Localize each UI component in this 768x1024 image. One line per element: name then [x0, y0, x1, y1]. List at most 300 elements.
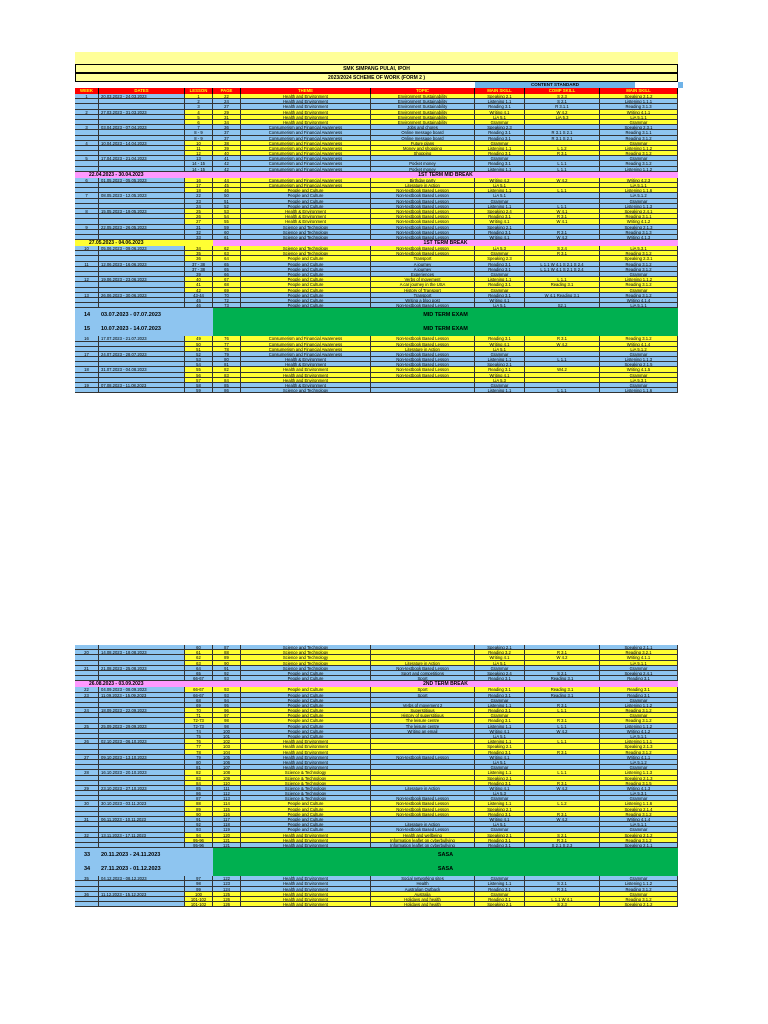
main-skill-cell: Reading 3.1: [475, 136, 525, 141]
comp-skill-cell: S2.1: [525, 303, 600, 308]
main-skill-2-cell: Reading 3.1.2: [600, 161, 678, 166]
theme-cell: Consumerism and Financial Awareness: [241, 183, 371, 188]
main-skill-2-cell: Writing 4.1.5: [600, 367, 678, 372]
dates-cell: 04.12.2023 - 08.12.2023: [99, 876, 185, 881]
main-skill-2-cell: Reading 3.1.2: [600, 812, 678, 817]
main-skill-2-cell: Speaking 2.3.1: [600, 125, 678, 130]
main-skill-2-cell: Reading 3.1.2: [600, 267, 678, 272]
dates-cell: [99, 388, 185, 393]
main-skill-2-cell: Speaking 2.1.2: [600, 94, 678, 99]
theme-cell: Health & Environment: [241, 219, 371, 224]
main-skill-2-cell: Reading 3.1.2: [600, 887, 678, 892]
theme-cell: Health and Environment: [241, 876, 371, 881]
week-cell: 7: [75, 193, 99, 198]
topic-cell: Non-textbook Based Lesson: [371, 199, 475, 204]
theme-cell: Health and Environment: [241, 110, 371, 115]
main-skill-2-cell: Listening 1.1.3: [600, 770, 678, 775]
theme-cell: People and Culture: [241, 817, 371, 822]
page-cell: 51: [213, 199, 241, 204]
main-skill-cell: Grammar: [475, 713, 525, 718]
theme-cell: Health and Environment: [241, 744, 371, 749]
main-skill-2-cell: Grammar: [600, 373, 678, 378]
main-skill-cell: LiA 5.1: [475, 661, 525, 666]
main-skill-2-cell: Reading 3.1.2: [600, 718, 678, 723]
theme-cell: People and Culture: [241, 807, 371, 812]
page-cell: 93: [213, 676, 241, 681]
lesson-cell: 59: [185, 388, 213, 393]
topic-cell: Health: [371, 881, 475, 886]
lesson-cell: 13: [185, 156, 213, 161]
main-skill-cell: Grammar: [475, 765, 525, 770]
main-skill-cell: Reading 3.1: [475, 693, 525, 698]
theme-cell: People and Culture: [241, 724, 371, 729]
main-skill-cell: Listening 1.1: [475, 724, 525, 729]
topic-cell: Holidays and health: [371, 902, 475, 907]
theme-cell: Health and Environment: [241, 833, 371, 838]
exam-label: MID TERM EXAM: [423, 312, 468, 319]
theme-cell: People and Culture: [241, 822, 371, 827]
main-skill-2-cell: Reading 3.1.3: [600, 104, 678, 109]
main-skill-2-cell: Speaking 2.4.1: [600, 209, 678, 214]
main-skill-cell: Listening 1.1: [475, 801, 525, 806]
main-skill-2-cell: Writing 4.1.3: [600, 786, 678, 791]
comp-skill-cell: W 4.1 Reading 3.1: [525, 293, 600, 298]
lesson-cell: 94: [185, 833, 213, 838]
main-skill-2-cell: Reading 3.1.2: [600, 262, 678, 267]
lesson-cell: 78: [185, 750, 213, 755]
topic-cell: Literature in Action: [371, 661, 475, 666]
topic-cell: Non-textbook Based Lesson: [371, 801, 475, 806]
main-skill-cell: Reading 3.1: [475, 130, 525, 135]
topic-cell: Jobs and chores: [371, 125, 475, 130]
main-skill-cell: Reading 3.1: [475, 293, 525, 298]
lesson-cell: 66-67: [185, 693, 213, 698]
main-skill-cell: Writing 4.1: [475, 755, 525, 760]
main-skill-cell: Reading 3.1: [475, 104, 525, 109]
theme-cell: People and Culture: [241, 687, 371, 692]
theme-cell: Health and Environment: [241, 99, 371, 104]
main-skill-cell: Speaking 2.1: [475, 362, 525, 367]
page-cell: 60: [213, 230, 241, 235]
theme-cell: Health & Environment: [241, 209, 371, 214]
lesson-cell: 87: [185, 796, 213, 801]
theme-cell: Health & Environment: [241, 357, 371, 362]
dates-cell: 01.05.2023 - 05.05.2023: [99, 178, 185, 183]
comp-skill-cell: S 2.1: [525, 671, 600, 676]
week-cell: 27: [75, 755, 99, 760]
lesson-cell: 14 - 15: [185, 161, 213, 166]
main-skill-2-cell: Grammar: [600, 666, 678, 671]
page-cell: 96: [213, 708, 241, 713]
main-skill-cell: Writing 4.1: [475, 729, 525, 734]
page-cell: 123: [213, 881, 241, 886]
col-comp-skill: COMP SKILL: [525, 88, 600, 94]
week-cell: 21: [75, 666, 99, 671]
comp-skill-cell: R 3.1.1: [525, 104, 600, 109]
page-cell: 100: [213, 729, 241, 734]
topic-cell: Non-textbook Based Lesson: [371, 827, 475, 832]
theme-cell: Science and Technology: [241, 388, 371, 393]
theme-cell: People and Culture: [241, 708, 371, 713]
lesson-cell: 25: [185, 209, 213, 214]
page-cell: 45: [213, 183, 241, 188]
page-cell: 80: [213, 357, 241, 362]
main-skill-2-cell: Grammar: [600, 156, 678, 161]
main-skill-cell: Reading 3.1: [475, 282, 525, 287]
main-skill-2-cell: Listening 1.1.2: [600, 146, 678, 151]
topic-cell: A journey: [371, 267, 475, 272]
comp-skill-cell: L 1.1: [525, 204, 600, 209]
theme-cell: People and Culture: [241, 734, 371, 739]
lesson-cell: 53: [185, 357, 213, 362]
comp-skill-cell: W 4.2: [525, 235, 600, 240]
page-cell: 95: [213, 703, 241, 708]
comp-skill-cell: S 2.4: [525, 246, 600, 251]
comp-skill-cell: R 3.1: [525, 750, 600, 755]
lesson-cell: 61: [185, 650, 213, 655]
lesson-cell: 89: [185, 807, 213, 812]
page-cell: 118: [213, 822, 241, 827]
dates-cell: 24.07.2023 - 28.07.2023: [99, 352, 185, 357]
main-skill-cell: Grammar: [475, 827, 525, 832]
lesson-cell: 65: [185, 671, 213, 676]
main-skill-cell: Reading 3.1: [475, 897, 525, 902]
main-skill-cell: Speaking 2.1: [475, 807, 525, 812]
comp-skill-cell: R 3.1: [525, 887, 600, 892]
lesson-cell: 2: [185, 99, 213, 104]
week-cell: 13: [75, 293, 99, 298]
topic-cell: Information leaflet on cyberbullying: [371, 838, 475, 843]
lesson-cell: 64: [185, 666, 213, 671]
page-cell: 27: [213, 104, 241, 109]
page-cell: 39: [213, 146, 241, 151]
lesson-cell: 26: [185, 214, 213, 219]
main-skill-cell: Reading 3.1: [475, 267, 525, 272]
comp-skill-cell: S 2.1: [525, 833, 600, 838]
theme-cell: Consumerism and Financial Awareness: [241, 136, 371, 141]
topic-cell: Online message board: [371, 130, 475, 135]
main-skill-2-cell: Speaking 2.1.1: [600, 645, 678, 650]
comp-skill-cell: L 1.1: [525, 188, 600, 193]
topic-cell: Non-textbook Based Lesson: [371, 336, 475, 341]
comp-skill-cell: R 3.1: [525, 718, 600, 723]
col-theme: THEME: [241, 88, 371, 94]
dates-cell: 20.03.2023 - 24.03.2023: [99, 94, 185, 99]
comp-skill-cell: R 3.1: [525, 214, 600, 219]
page-cell: 111: [213, 786, 241, 791]
lesson-cell: 50: [185, 342, 213, 347]
page-cell: 98: [213, 718, 241, 723]
week-cell: 18: [75, 367, 99, 372]
page-cell: 101: [213, 734, 241, 739]
comp-skill-cell: L 1.1: [525, 161, 600, 166]
week-cell: 17: [75, 352, 99, 357]
main-skill-cell: Listening 1.1: [475, 770, 525, 775]
page-cell: 79: [213, 352, 241, 357]
comp-skill-cell: W 4.2: [525, 110, 600, 115]
lesson-cell: 56: [185, 373, 213, 378]
topic-cell: Environment Sustainability: [371, 110, 475, 115]
comp-skill-cell: W 4.2: [525, 786, 600, 791]
topic-cell: Sport: [371, 676, 475, 681]
topic-cell: Non-textbook Based Lesson: [371, 209, 475, 214]
lesson-cell: 33: [185, 235, 213, 240]
page-cell: 89: [213, 655, 241, 660]
page-cell: 40: [213, 151, 241, 156]
lesson-cell: 22: [185, 193, 213, 198]
topic-cell: A journey: [371, 262, 475, 267]
main-skill-cell: Reading 3.1: [475, 161, 525, 166]
main-skill-2-cell: Reading 3.1.5: [600, 781, 678, 786]
theme-cell: People and Culture: [241, 298, 371, 303]
topic-cell: The leisure centre: [371, 718, 475, 723]
page-cell: 54: [213, 214, 241, 219]
main-skill-2-cell: Speaking 2.4.1: [600, 671, 678, 676]
main-skill-2-cell: Speaking 2.1.1: [600, 843, 678, 848]
theme-cell: Science and Technology: [241, 230, 371, 235]
dates-cell: 22.05.2023 - 26.05.2023: [99, 225, 185, 230]
comp-skill-cell: S 2.1: [525, 881, 600, 886]
main-skill-2-cell: Grammar: [600, 876, 678, 881]
topic-cell: Literature in Action: [371, 183, 475, 188]
topic-cell: Sport and competitions: [371, 671, 475, 676]
main-skill-2-cell: Grammar: [600, 199, 678, 204]
lesson-cell: 70: [185, 708, 213, 713]
table-row: [75, 388, 678, 393]
topic-cell: Non-textbook Based Lesson: [371, 235, 475, 240]
comp-skill-cell: Reading 3.1: [525, 687, 600, 692]
theme-cell: Consumerism and Financial Awareness: [241, 156, 371, 161]
main-skill-cell: Listening 1.1: [475, 357, 525, 362]
main-skill-cell: Writing 4.1: [475, 235, 525, 240]
col-main-skill: MAIN SKILL: [475, 88, 525, 94]
main-skill-cell: Reading 3.1: [475, 214, 525, 219]
exam-dates: 27.11.2023 - 01.12.2023: [99, 862, 213, 876]
main-skill-cell: Listening 1.1: [475, 739, 525, 744]
week-cell: [75, 902, 99, 907]
topic-cell: Non-textbook Based Lesson: [371, 812, 475, 817]
page-cell: 104: [213, 750, 241, 755]
main-skill-2-cell: Listening 1.1.6: [600, 188, 678, 193]
main-skill-cell: Grammar: [475, 251, 525, 256]
comp-skill-cell: L 1.1 W 4.1 S 2.1 S 2.4: [525, 262, 600, 267]
comp-skill-cell: L 1.1 W 4.1: [525, 897, 600, 902]
main-skill-cell: Listening 1.1: [475, 881, 525, 886]
main-skill-cell: Listening 1.1: [475, 167, 525, 172]
main-skill-cell: Grammar: [475, 383, 525, 388]
lesson-cell: 37 - 38: [185, 267, 213, 272]
theme-cell: Science and Technology: [241, 666, 371, 671]
topic-cell: Holidays and health: [371, 897, 475, 902]
main-skill-2-cell: Reading 3.1: [600, 676, 678, 681]
lesson-cell: 62: [185, 655, 213, 660]
page-cell: 69: [213, 288, 241, 293]
comp-skill-cell: L 1.1: [525, 739, 600, 744]
lesson-cell: 37 - 38: [185, 262, 213, 267]
page-cell: 42: [213, 167, 241, 172]
page-cell: 113: [213, 796, 241, 801]
topic-cell: Non-textbook Based Lesson: [371, 373, 475, 378]
week-cell: [75, 388, 99, 393]
theme-cell: Health & Environment: [241, 362, 371, 367]
page-cell: 61: [213, 235, 241, 240]
main-skill-2-cell: Grammar: [600, 892, 678, 897]
main-skill-cell: Reading 3.1: [475, 750, 525, 755]
topic-cell: Birthday party: [371, 178, 475, 183]
dates-cell: 17.07.2023 - 21.07.2023: [99, 336, 185, 341]
theme-cell: People and Culture: [241, 272, 371, 277]
topic-cell: Non-textbook Based Lesson: [371, 367, 475, 372]
main-skill-2-cell: Reading 3.1.2: [600, 838, 678, 843]
topic-cell: Non-textbook Based Lesson: [371, 230, 475, 235]
main-skill-cell: Grammar: [475, 876, 525, 881]
week-cell: 16: [75, 336, 99, 341]
theme-cell: Consumerism and Financial Awareness: [241, 141, 371, 146]
lesson-cell: 54: [185, 362, 213, 367]
page-cell: 73: [213, 303, 241, 308]
week-cell: 22: [75, 687, 99, 692]
page-cell: 63: [213, 251, 241, 256]
theme-cell: People and Culture: [241, 703, 371, 708]
comp-skill-cell: R 3.1: [525, 230, 600, 235]
main-skill-cell: Reading 3.1: [475, 812, 525, 817]
topic-cell: Non-textbook Based Lesson: [371, 214, 475, 219]
week-cell: 5: [75, 156, 99, 161]
week-cell: 12: [75, 277, 99, 282]
theme-cell: People and Culture: [241, 693, 371, 698]
main-skill-2-cell: LiA 5.1.1: [600, 115, 678, 120]
topic-cell: Health and wellbeing: [371, 833, 475, 838]
main-skill-cell: Speaking 2.3: [475, 256, 525, 261]
topic-cell: Non-textbook Based Lesson: [371, 796, 475, 801]
topic-cell: Sport: [371, 693, 475, 698]
lesson-cell: 11: [185, 146, 213, 151]
week-cell: 29: [75, 786, 99, 791]
page-cell: 83: [213, 373, 241, 378]
theme-cell: Health and Environment: [241, 897, 371, 902]
page-cell: 93: [213, 687, 241, 692]
lesson-cell: 46: [185, 303, 213, 308]
dates-cell: 19.06.2023 - 23.06.2023: [99, 277, 185, 282]
theme-cell: People and Culture: [241, 277, 371, 282]
main-skill-2-cell: Writing 4.1.4: [600, 817, 678, 822]
main-skill-cell: Speaking 2.1: [475, 645, 525, 650]
main-skill-cell: Speaking 2.1: [475, 225, 525, 230]
page-cell: 31: [213, 115, 241, 120]
comp-skill-cell: W 4.2: [525, 729, 600, 734]
lesson-cell: 41: [185, 282, 213, 287]
page-cell: 44: [213, 178, 241, 183]
lesson-cell: 5: [185, 115, 213, 120]
page-cell: 105: [213, 755, 241, 760]
page-cell: 36: [213, 125, 241, 130]
page-cell: 84: [213, 378, 241, 383]
main-skill-cell: Grammar: [475, 892, 525, 897]
dates-cell: 10.04.2023 - 14.04.2023: [99, 141, 185, 146]
topic-cell: Online message board: [371, 136, 475, 141]
lesson-cell: 82: [185, 770, 213, 775]
theme-cell: Health and Environment: [241, 750, 371, 755]
main-skill-cell: LiA 5.1: [475, 734, 525, 739]
break-dates: 26.08.2023 - 03.09.2023: [75, 681, 213, 687]
topic-cell: Non-textbook Based Lesson: [371, 357, 475, 362]
topic-cell: Verbs of movement 2: [371, 703, 475, 708]
theme-cell: Science & Technology: [241, 776, 371, 781]
exam-row: [75, 308, 678, 322]
topic-cell: Non-textbook Based Lesson: [371, 246, 475, 251]
schedule-rows-2: [75, 645, 678, 907]
main-skill-2-cell: Speaking 2.1.2: [600, 833, 678, 838]
page-cell: 50: [213, 193, 241, 198]
comp-skill-cell: L 1.1: [525, 708, 600, 713]
main-skill-2-cell: Reading 3.1.2: [600, 897, 678, 902]
dates-cell: 30.10.2023 - 03.11.2023: [99, 801, 185, 806]
lesson-cell: 97: [185, 876, 213, 881]
exam-dates: 20.11.2023 - 24.11.2023: [99, 848, 213, 862]
theme-cell: People and Culture: [241, 671, 371, 676]
main-skill-cell: Listening 1.1: [475, 99, 525, 104]
main-skill-cell: Writing 4.1: [475, 817, 525, 822]
topic-cell: Transport: [371, 256, 475, 261]
page-cell: 106: [213, 760, 241, 765]
main-skill-2-cell: Reading 3.1.2: [600, 293, 678, 298]
lesson-cell: 80: [185, 760, 213, 765]
main-skill-cell: Writing 4.1: [475, 786, 525, 791]
comp-skill-cell: W 4.2: [525, 655, 600, 660]
break-label: 1ST TERM BREAK: [213, 240, 678, 246]
topic-cell: Pocket money: [371, 161, 475, 166]
main-skill-2-cell: Speaking 2.1.3: [600, 776, 678, 781]
main-skill-2-cell: Reading 3.1: [600, 687, 678, 692]
page-cell: 67: [213, 277, 241, 282]
schedule-page-2: [75, 645, 678, 907]
page-cell: 81: [213, 362, 241, 367]
main-skill-2-cell: Speaking 2.1.2: [600, 902, 678, 907]
lesson-cell: 93: [185, 827, 213, 832]
page-cell: 66: [213, 272, 241, 277]
main-skill-cell: Speaking 2.1: [475, 776, 525, 781]
lesson-cell: 36: [185, 256, 213, 261]
theme-cell: People and Culture: [241, 801, 371, 806]
theme-cell: People and Culture: [241, 812, 371, 817]
exam-week: 14: [75, 308, 99, 322]
topic-cell: Environment Sustainability: [371, 94, 475, 99]
page-cell: 77: [213, 342, 241, 347]
theme-cell: Health and Environment: [241, 881, 371, 886]
main-skill-cell: Grammar: [475, 796, 525, 801]
main-skill-cell: LiA 5.3: [475, 378, 525, 383]
page-cell: 37: [213, 136, 241, 141]
lesson-cell: 79: [185, 755, 213, 760]
page-cell: 76: [213, 336, 241, 341]
main-skill-cell: Grammar: [475, 199, 525, 204]
topic-cell: Non-textbook Based Lesson: [371, 755, 475, 760]
content-standard-label: CONTENT STANDARD: [475, 82, 635, 88]
topic-cell: Writing an email: [371, 729, 475, 734]
main-skill-2-cell: Grammar: [600, 796, 678, 801]
main-skill-2-cell: Reading 3.1.3: [600, 230, 678, 235]
dates-cell: 16.10.2023 - 20.10.2023: [99, 770, 185, 775]
page-cell: 41: [213, 156, 241, 161]
page-cell: 64: [213, 256, 241, 261]
lesson-cell: 63: [185, 661, 213, 666]
main-skill-2-cell: LiA 5.1.2: [600, 193, 678, 198]
main-skill-cell: LiA 5.1: [475, 115, 525, 120]
break-dates: 27.05.2023 - 04.06.2023: [75, 240, 213, 246]
lesson-cell: 76: [185, 739, 213, 744]
main-skill-cell: Grammar: [475, 272, 525, 277]
document-title: 2023/2024 SCHEME OF WORK (FORM 2 ): [75, 73, 678, 82]
